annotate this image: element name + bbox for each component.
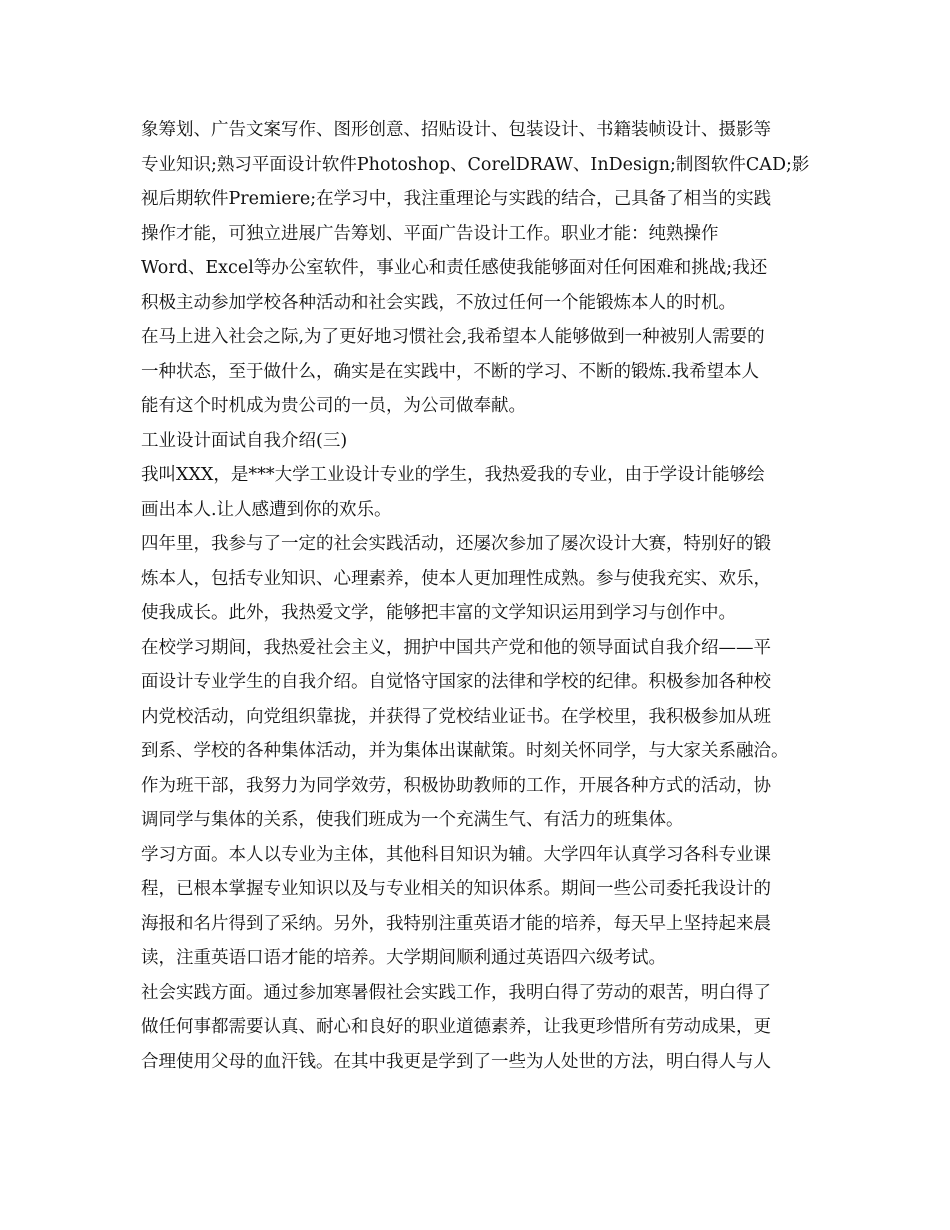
text-line: 一种状态，至于做什么，确实是在实践中，不断的学习、不断的锻炼.我希望本人 <box>141 361 760 382</box>
text-line: Word、Excel等办公室软件，事业心和责任感使我能够面对任何困难和挑战;我还 <box>141 258 768 278</box>
text-line: 作为班干部，我努力为同学效劳，积极协助教师的工作，开展各种方式的活动，协 <box>141 775 771 796</box>
text-line: 专业知识;熟习平面设计软件Photoshop、CorelDRAW、InDesign;制图软件CAD;影 <box>141 154 810 175</box>
text-line: 象筹划、广告文案写作、图形创意、招贴设计、包装设计、书籍装帧设计、摄影等 <box>141 120 771 140</box>
text-line: 社会实践方面。通过参加寒暑假社会实践工作，我明白得了劳动的艰苦，明白得了 <box>141 982 771 1003</box>
text-line: 我叫XXX，是***大学工业设计专业的学生，我热爱我的专业，由于学设计能够绘 <box>141 465 765 485</box>
text-line: 程，已根本掌握专业知识以及与专业相关的知识体系。期间一些公司委托我设计的 <box>141 879 771 899</box>
text-line: 画出本人.让人感遭到你的欢乐。 <box>141 499 392 520</box>
text-line: 能有这个时机成为贵公司的一员，为公司做奉献。 <box>141 396 526 416</box>
text-line: 在校学习期间，我热爱社会主义，拥护中国共产党和他的领导面试自我介绍——平 <box>141 637 771 658</box>
text-line: 在马上进入社会之际,为了更好地习惯社会,我希望本人能够做到一种被别人需要的 <box>141 327 765 347</box>
text-line: 学习方面。本人以专业为主体，其他科目知识为辅。大学四年认真学习各科专业课 <box>141 844 771 865</box>
text-line: 做任何事都需要认真、耐心和良好的职业道德素养，让我更珍惜所有劳动成果，更 <box>141 1017 771 1037</box>
text-line: 四年里，我参与了一定的社会实践活动，还屡次参加了屡次设计大赛，特别好的锻 <box>141 534 771 554</box>
text-line: 炼本人，包括专业知识、心理素养，使本人更加理性成熟。参与使我充实、欢乐， <box>141 568 771 589</box>
text-line: 读，注重英语口语才能的培养。大学期间顺利通过英语四六级考试。 <box>141 948 666 968</box>
text-line: 积极主动参加学校各种活动和社会实践，不放过任何一个能锻炼本人的时机。 <box>141 292 736 313</box>
text-line: 海报和名片得到了采纳。另外，我特别注重英语才能的培养，每天早上坚持起来晨 <box>141 913 771 934</box>
text-line: 内党校活动，向党组织靠拢，并获得了党校结业证书。在学校里，我积极参加从班 <box>141 706 771 727</box>
text-line: 面设计专业学生的自我介绍。自觉恪守国家的法律和学校的纪律。积极参加各种校 <box>141 672 771 692</box>
section-heading: 工业设计面试自我介绍(三) <box>141 430 348 451</box>
text-line: 调同学与集体的关系，使我们班成为一个充满生气、有活力的班集体。 <box>141 810 684 830</box>
text-line: 操作才能，可独立进展广告筹划、平面广告设计工作。职业才能：纯熟操作 <box>141 223 719 244</box>
text-line: 视后期软件Premiere;在学习中，我注重理论与实践的结合，己具备了相当的实践 <box>141 189 772 209</box>
text-line: 使我成长。此外，我热爱文学，能够把丰富的文学知识运用到学习与创作中。 <box>141 603 736 623</box>
text-line: 到系、学校的各种集体活动，并为集体出谋献策。时刻关怀同学，与大家关系融洽。 <box>141 741 789 761</box>
text-line: 合理使用父母的血汗钱。在其中我更是学到了一些为人处世的方法，明白得人与人 <box>141 1051 771 1072</box>
document-body <box>141 113 831 1079</box>
